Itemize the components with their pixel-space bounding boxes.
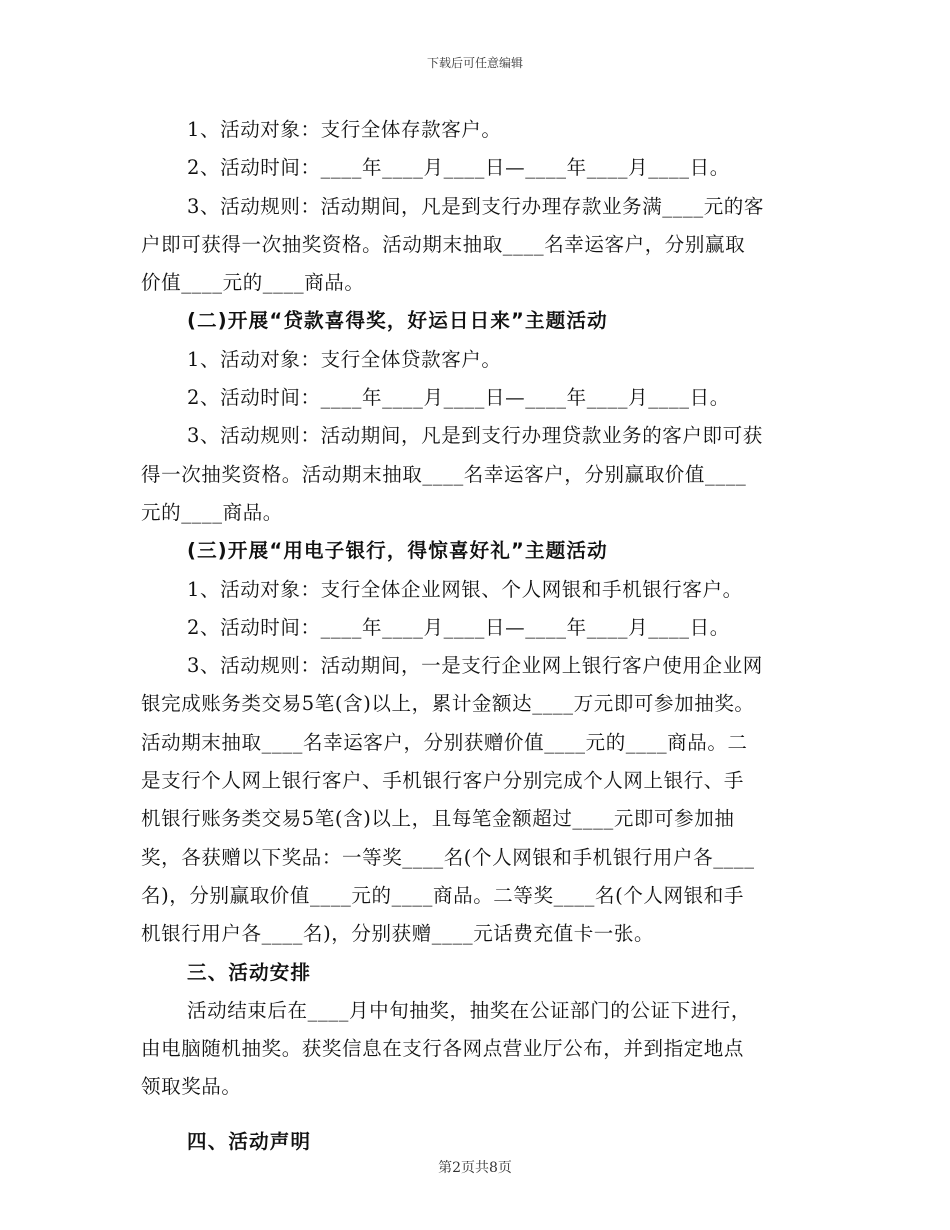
paragraph-line: 1、活动对象：支行全体企业网银、个人网银和手机银行客户。	[187, 577, 743, 601]
section-heading: 三、活动安排	[187, 960, 312, 984]
section-heading: 四、活动声明	[187, 1129, 312, 1153]
paragraph-line: 领取奖品。	[141, 1075, 242, 1099]
paragraph-line: 活动期末抽取____名幸运客户，分别获赠价值____元的____商品。二	[141, 730, 748, 754]
paragraph-line: 3、活动规则：活动期间，凡是到支行办理贷款业务的客户即可获	[187, 424, 763, 448]
section-heading: (二)开展“贷款喜得奖，好运日日来”主题活动	[187, 309, 608, 333]
paragraph-line: 是支行个人网上银行客户、手机银行客户分别完成个人网上银行、手	[141, 769, 745, 793]
paragraph-line: 奖，各获赠以下奖品：一等奖____名(个人网银和手机银行用户各____	[141, 845, 755, 869]
paragraph-line: 2、活动时间：____年____月____日—____年____月____日。	[187, 386, 730, 410]
paragraph-line: 由电脑随机抽奖。获奖信息在支行各网点营业厅公布，并到指定地点	[141, 1037, 745, 1061]
paragraph-line: 银完成账务类交易5笔(含)以上，累计金额达____万元即可参加抽奖。	[141, 692, 755, 716]
paragraph-line: 2、活动时间：____年____月____日—____年____月____日。	[187, 156, 730, 180]
paragraph-line: 名)，分别赢取价值____元的____商品。二等奖____名(个人网银和手	[141, 883, 744, 907]
paragraph-line: 机银行用户各____名)，分别获赠____元话费充值卡一张。	[141, 922, 655, 946]
spacer	[141, 1107, 816, 1123]
paragraph-line: 3、活动规则：活动期间，凡是到支行办理存款业务满____元的客	[187, 194, 765, 218]
paragraph-line: 机银行账务类交易5笔(含)以上，且每笔金额超过____元即可参加抽	[141, 807, 735, 831]
paragraph-line: 2、活动时间：____年____月____日—____年____月____日。	[187, 615, 730, 639]
paragraph-line: 1、活动对象：支行全体贷款客户。	[187, 347, 502, 371]
paragraph-line: 3、活动规则：活动期间，一是支行企业网上银行客户使用企业网	[187, 654, 763, 678]
page-footer: 第2页共8页	[438, 1160, 512, 1176]
paragraph-line: 户即可获得一次抽奖资格。活动期末抽取____名幸运客户，分别赢取	[141, 232, 746, 256]
paragraph-line: 活动结束后在____月中旬抽奖，抽奖在公证部门的公证下进行，	[187, 998, 752, 1022]
paragraph-line: 价值____元的____商品。	[141, 271, 365, 295]
paragraph-line: 得一次抽奖资格。活动期末抽取____名幸运客户，分别赢取价值____	[141, 462, 747, 486]
section-heading: (三)开展“用电子银行，得惊喜好礼”主题活动	[187, 539, 608, 563]
document-body	[141, 111, 816, 1161]
page-header: 下载后可任意编辑	[426, 56, 523, 70]
paragraph-line: 1、活动对象：支行全体存款客户。	[187, 118, 502, 141]
paragraph-line: 元的____商品。	[141, 500, 283, 524]
